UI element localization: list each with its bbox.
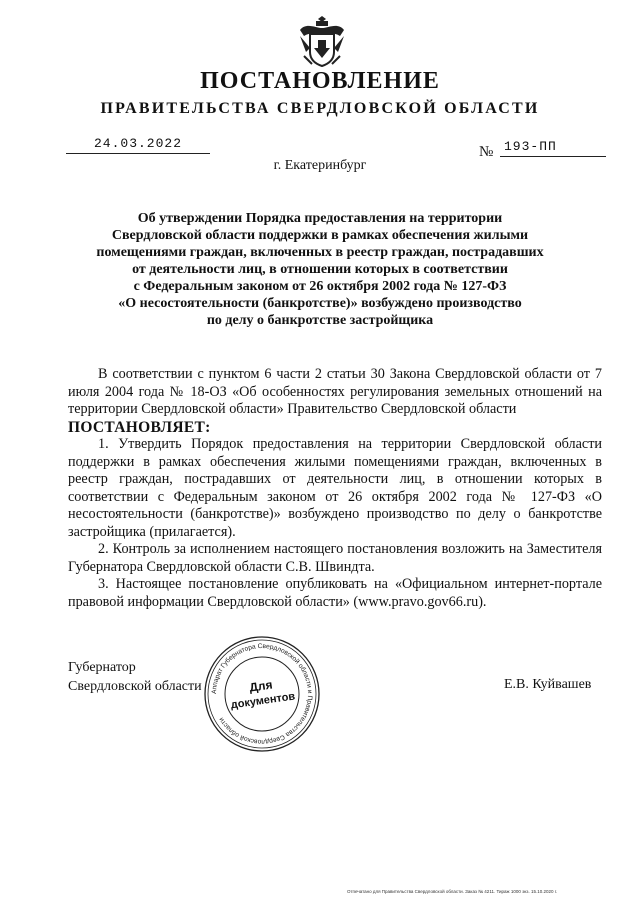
position-line-2: Свердловской области bbox=[68, 679, 202, 694]
city: г. Екатеринбург bbox=[273, 158, 367, 173]
issuer-subtitle: ПРАВИТЕЛЬСТВА СВЕРДЛОВСКОЙ ОБЛАСТИ bbox=[100, 100, 540, 117]
document-heading bbox=[80, 210, 560, 329]
number-sign: № bbox=[479, 144, 494, 160]
heading-line: «О несостоятельности (банкротстве)» возбуждено производство bbox=[118, 296, 522, 311]
stamp-ring-text: Аппарат Губернатора Свердловской области и Правительства Свердловской области bbox=[210, 642, 314, 746]
stamp-center-line-1: Для bbox=[248, 677, 274, 695]
item-1-paragraph: 1. Утвердить Порядок предоставления на территории Свердловской области поддержки в рамках обеспечения жилыми помещениями граждан, включенных в реестр граждан, пострадавших от деятельности лиц, в отношении которых в соответствии с Федеральным законом от 26 октября 2002 года № 127-ФЗ «О несостоятельности (банкротстве)» возбуждено производство по делу о банкротстве застройщика (прилагается). bbox=[68, 436, 602, 540]
stamp-center-line-2: документов bbox=[230, 690, 296, 712]
heading-line: с Федеральным законом от 26 октября 2002 года № 127-ФЗ bbox=[133, 279, 507, 294]
svg-text:Аппарат Губернатора Свердловск bbox=[211, 643, 313, 745]
signatory-position bbox=[68, 658, 202, 696]
heading-line: по делу о банкротстве застройщика bbox=[206, 313, 434, 328]
official-stamp bbox=[202, 634, 322, 754]
coat-of-arms-icon bbox=[296, 12, 348, 70]
heading-line: Свердловской области поддержки в рамках обеспечения жилыми bbox=[111, 228, 529, 243]
signatory-name: Е.В. Куйвашев bbox=[504, 677, 592, 692]
item-2-paragraph: 2. Контроль за исполнением настоящего постановления возложить на Заместителя Губернатора Свердловской области С.В. Швиндта. bbox=[68, 541, 602, 575]
document-title: ПОСТАНОВЛЕНИЕ bbox=[200, 68, 440, 94]
print-footer: Отпечатано для Правительства Свердловской области. Заказ № 4211. Тираж 1000 экз. 15.10.2020 г. bbox=[347, 889, 558, 894]
preamble-paragraph: В соответствии с пунктом 6 части 2 статьи 30 Закона Свердловской области от 7 июля 2004 года № 18-ОЗ «Об особенностях регулирования земельных отношений на территории Свердловской области» Правительство Свердловской области bbox=[68, 366, 602, 417]
item-3-paragraph: 3. Настоящее постановление опубликовать на «Официальном интернет-портале правовой информации Свердловской области» (www.pravo.gov66.ru). bbox=[68, 576, 602, 610]
document-date: 24.03.2022 bbox=[66, 136, 210, 154]
document-number: 193-ПП bbox=[500, 139, 606, 157]
heading-line: от деятельности лиц, в отношении которых в соответствии bbox=[132, 262, 508, 277]
document-body bbox=[68, 366, 602, 611]
decree-word: ПОСТАНОВЛЯЕТ: bbox=[68, 418, 211, 436]
position-line-1: Губернатор bbox=[68, 660, 136, 675]
heading-line: Об утверждении Порядка предоставления на территории bbox=[137, 211, 503, 226]
heading-line: помещениями граждан, включенных в реестр граждан, пострадавших bbox=[96, 245, 544, 260]
